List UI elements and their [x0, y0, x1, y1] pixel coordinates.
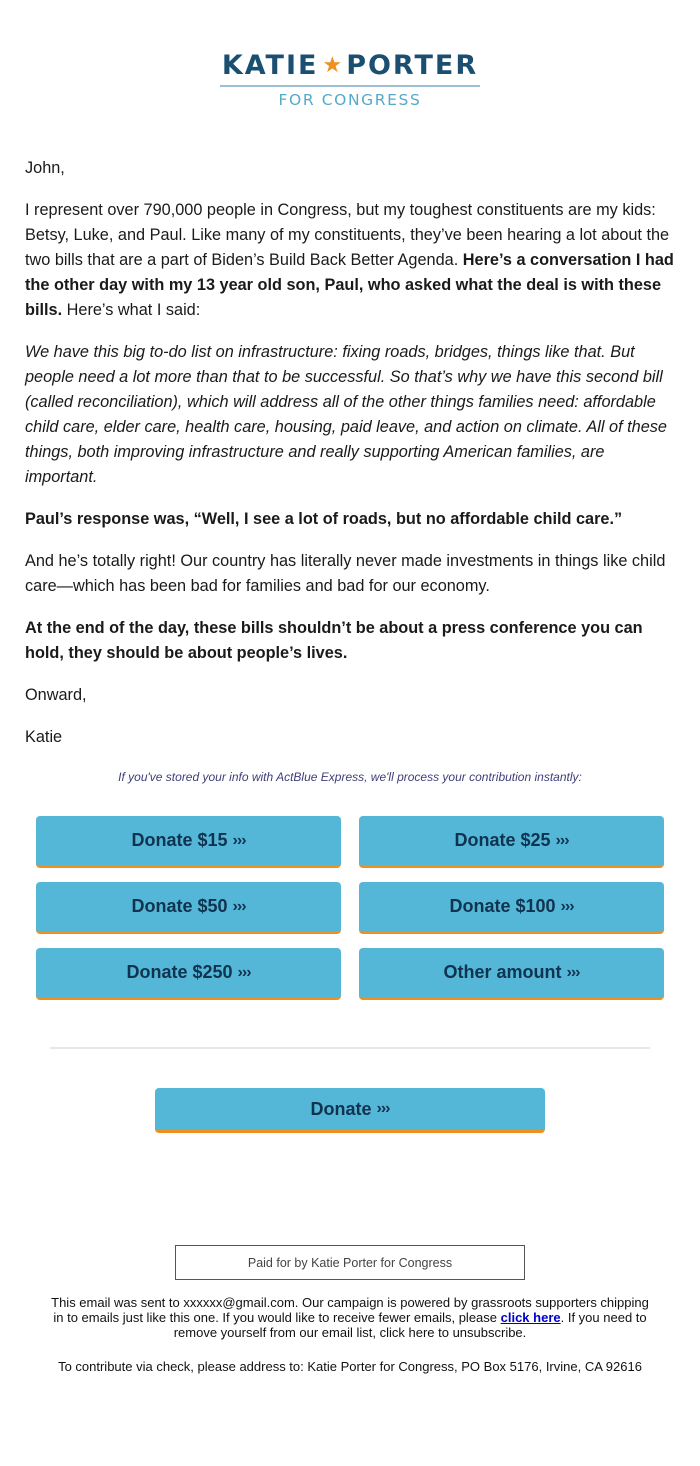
response-bold-text: Paul’s response was, “Well, I see a lot of roads, but no affordable child care.”	[25, 510, 623, 528]
footer-unsubscribe-text: . If you need to remove yourself from our email list, click here to unsubscribe.	[173, 1310, 647, 1340]
paragraph-conclusion	[25, 616, 675, 666]
donate-other-label: Other amount	[443, 962, 562, 982]
logo-wordmark	[222, 50, 478, 82]
conclusion-bold-text: At the end of the day, these bills shouldn’t be about a press conference you can hold, they should be about people’s lives.	[25, 619, 643, 662]
signoff: Onward,	[25, 686, 87, 704]
intro-text: I represent over 790,000 people in Congress, but my toughest constituents are my kids: Betsy, Luke, and Paul. Like many of my constituents, they’ve been hearing a lot about the two bills that are a part of Biden’s Build Back Better Agenda.	[25, 201, 670, 269]
fewer-emails-link[interactable]: click here	[500, 1310, 561, 1325]
donate-50-button[interactable]	[36, 882, 341, 934]
arrow-icon: ›››	[232, 897, 246, 915]
donate-100-button[interactable]	[359, 882, 664, 934]
actblue-note: If you've stored your info with ActBlue Express, we'll process your contribution instantly:	[118, 770, 582, 784]
donate-button[interactable]	[155, 1088, 545, 1133]
arrow-icon: ›››	[237, 963, 251, 981]
signature: Katie	[25, 728, 63, 746]
donate-50-label: Donate $50	[131, 896, 228, 916]
check-address: To contribute via check, please address to: Katie Porter for Congress, PO Box 5176, Irvine, CA 92616	[58, 1359, 642, 1374]
footer-sent-text: This email was sent to xxxxxx@gmail.com. Our campaign is powered by grassroots supporters chipping in to emails just like this one. If you would like to receive fewer emails, please	[51, 1295, 649, 1325]
campaign-logo	[0, 50, 700, 109]
arrow-icon: ›››	[560, 897, 574, 915]
logo-subtitle: FOR CONGRESS	[278, 91, 422, 109]
footer-notice	[50, 1295, 650, 1340]
intro-bold-text: Here’s a conversation I had the other day with my 13 year old son, Paul, who asked what the deal is with these bills.	[25, 251, 674, 319]
logo-last-name: PORTER	[346, 50, 479, 81]
donate-25-label: Donate $25	[454, 830, 551, 850]
logo-first-name: KATIE	[221, 50, 319, 81]
donate-other-amount-button[interactable]	[359, 948, 664, 1000]
star-icon: ★	[322, 53, 343, 78]
arrow-icon: ›››	[232, 831, 246, 849]
paragraph-quote: We have this big to-do list on infrastructure: fixing roads, bridges, things like that. But people need a lot more than that to be successful. So that’s why we have this second bill (called reconciliation), which will address all of the other things families need: affordable child care, elder care, health care, housing, paid leave, and action on climate. All of these things, both improving infrastructure and really supporting American families, are important.	[25, 343, 667, 486]
arrow-icon: ›››	[566, 963, 580, 981]
email-body	[25, 156, 675, 767]
donate-15-button[interactable]	[36, 816, 341, 868]
paragraph-intro	[25, 198, 675, 323]
paragraph-response	[25, 507, 675, 532]
arrow-icon: ›››	[555, 831, 569, 849]
donate-15-label: Donate $15	[131, 830, 228, 850]
logo-divider	[220, 85, 480, 87]
greeting: John,	[25, 159, 65, 177]
paid-for-disclaimer: Paid for by Katie Porter for Congress	[175, 1245, 525, 1280]
paragraph-agreement: And he’s totally right! Our country has literally never made investments in things like child care—which has been bad for families and bad for our economy.	[25, 552, 666, 595]
intro-text-end: Here’s what I said:	[62, 301, 201, 319]
donate-25-button[interactable]	[359, 816, 664, 868]
donate-100-label: Donate $100	[449, 896, 556, 916]
donate-label: Donate	[310, 1098, 372, 1119]
arrow-icon: ›››	[376, 1100, 390, 1117]
section-divider	[50, 1047, 650, 1049]
donate-250-label: Donate $250	[126, 962, 233, 982]
donate-250-button[interactable]	[36, 948, 341, 1000]
